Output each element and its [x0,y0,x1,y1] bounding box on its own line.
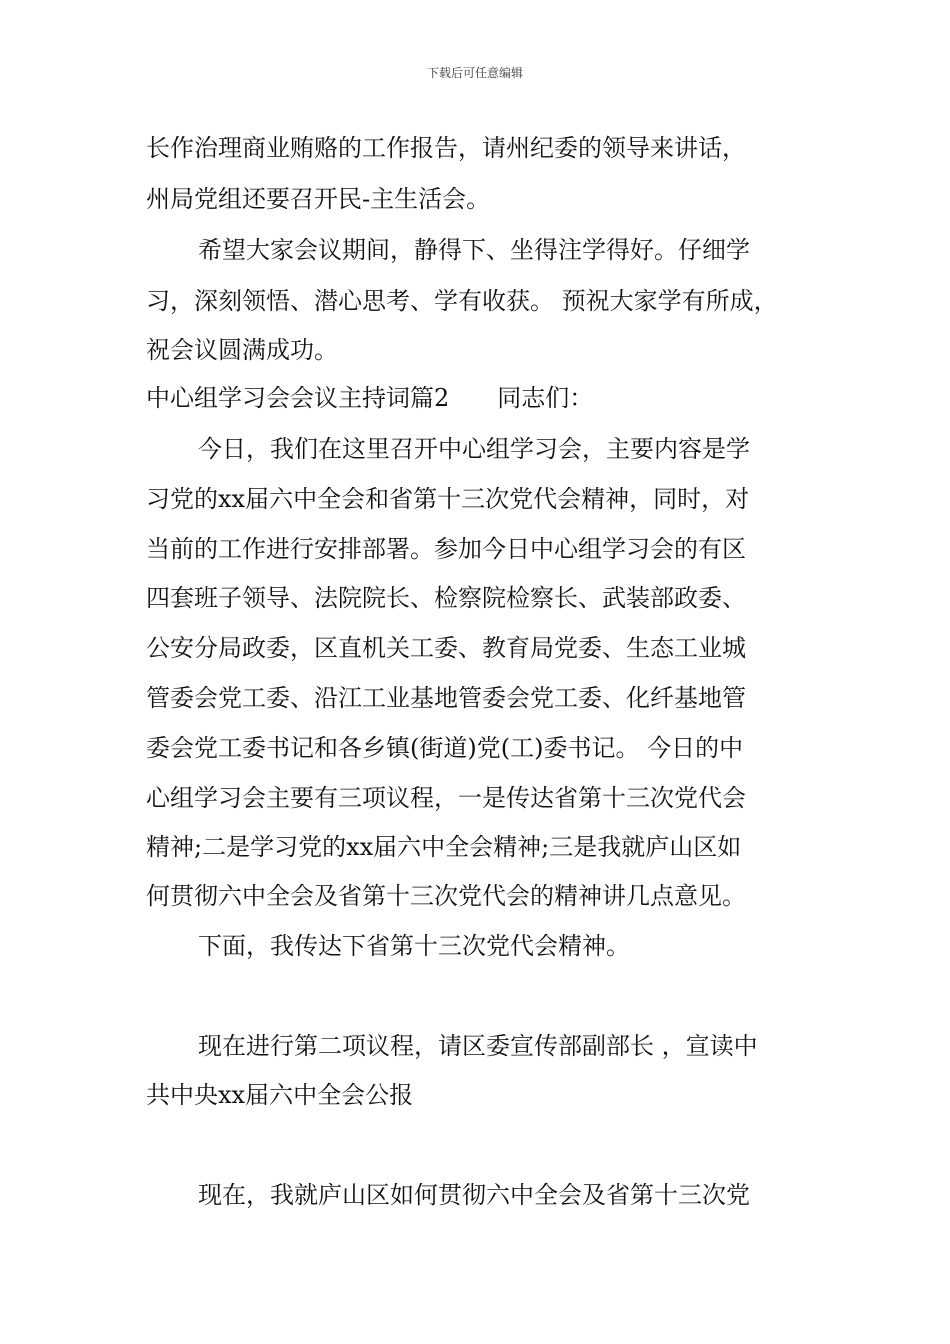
text-line: 心组学习会主要有三项议程，一是传达省第十三次党代会 [146,784,746,812]
text-line: 何贯彻六中全会及省第十三次党代会的精神讲几点意见。 [146,882,746,910]
text-line: 共中央xx届六中全会公报 [146,1081,414,1109]
text-line: 下面，我传达下省第十三次党代会精神。 [198,932,630,960]
text-line: 四套班子领导、法院院长、检察院检察长、武装部政委、 [146,584,746,612]
text-line: 现在进行第二项议程，请区委宣传部副部长 ，宣读中 [198,1032,758,1060]
text-line: 管委会党工委、沿江工业基地管委会党工委、化纤基地管 [146,684,746,712]
text-line: 祝会议圆满成功。 [146,336,338,364]
section-heading: 中心组学习会会议主持词篇2 同志们： [146,384,594,412]
text-line: 州局党组还要召开民-主生活会。 [146,185,491,213]
text-line: 希望大家会议期间，静得下、坐得注学得好。仔细学 [198,236,750,264]
text-line: 现在，我就庐山区如何贯彻六中全会及省第十三次党 [198,1181,750,1209]
text-line: 习党的xx届六中全会和省第十三次党代会精神，同时，对 [146,485,750,513]
text-line: 今日，我们在这里召开中心组学习会，主要内容是学 [198,435,750,463]
text-line: 长作治理商业贿赂的工作报告，请州纪委的领导来讲话， [146,134,746,162]
text-line: 当前的工作进行安排部署。参加今日中心组学习会的有区 [146,535,746,563]
text-line: 公安分局政委，区直机关工委、教育局党委、生态工业城 [146,634,746,662]
page-header: 下载后可任意编辑 [426,66,523,80]
text-line: 习，深刻领悟、潜心思考、学有收获。 预祝大家学有所成， [146,287,778,315]
text-line: 委会党工委书记和各乡镇(街道)党(工)委书记。 今日的中 [146,734,744,762]
text-line: 精神;二是学习党的xx届六中全会精神;三是我就庐山区如 [146,833,742,861]
